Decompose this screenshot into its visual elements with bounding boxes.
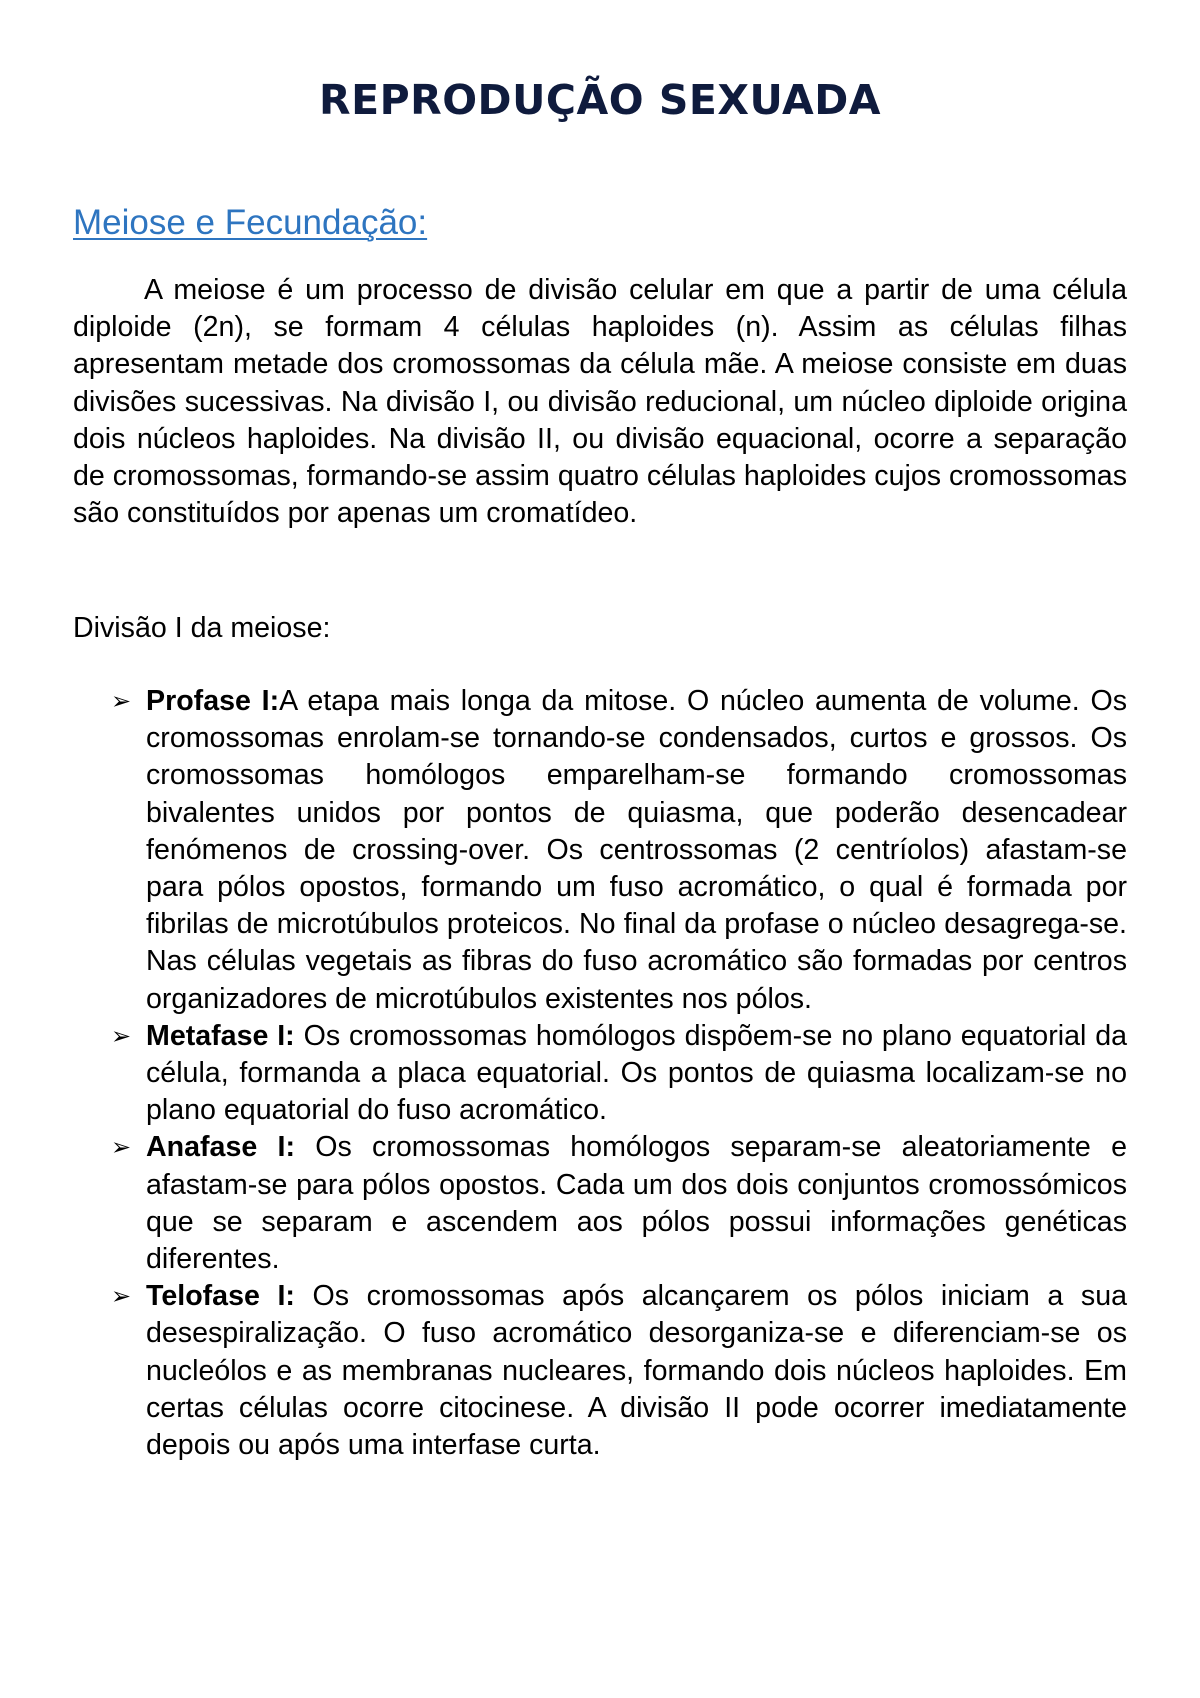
phase-description: A etapa mais longa da mitose. O núcleo aumenta de volume. Os cromossomas enrolam-se tornando-se condensados, curtos e grossos. Os cromossomas homólogos emparelham-se formando cromossomas bivalentes unidos por pontos de quiasma, que poderão desencadear fenómenos de crossing-over. Os centrossomas (2 centríolos) afastam-se para pólos opostos, formando um fuso acromático, o qual é formada por fibrilas de microtúbulos proteicos. No final da profase o núcleo desagrega-se. Nas células vegetais as fibras do fuso acromático são formadas por centros organizadores de microtúbulos existentes nos pólos.	[146, 685, 1127, 1015]
intro-paragraph: A meiose é um processo de divisão celular em que a partir de uma célula diploide (2n), se formam 4 células haploides (n). Assim as células filhas apresentam metade dos cromossomas da célula mãe. A meiose consiste em duas divisões sucessivas. Na divisão I, ou divisão reducional, um núcleo diploide origina dois núcleos haploides. Na divisão II, ou divisão equacional, ocorre a separação de cromossomas, formando-se assim quatro células haploides cujos cromossomas são constituídos por apenas um cromatídeo.	[73, 274, 1127, 530]
arrowhead-bullet-icon: ➢	[111, 687, 132, 715]
phase-name: Metafase I:	[146, 1019, 295, 1052]
arrowhead-bullet-icon: ➢	[111, 1282, 132, 1311]
phase-description: Os cromossomas homólogos separam-se aleatoriamente e afastam-se para pólos opostos. Cada um dos dois conjuntos cromossómicos que se separam e ascendem aos pólos possui informações genéticas diferentes.	[146, 1131, 1127, 1276]
section-heading: Meiose e Fecundação:	[73, 203, 428, 242]
phase-name: Telofase I:	[146, 1280, 295, 1313]
phase-name: Anafase I:	[146, 1131, 295, 1164]
phase-name: Profase I:	[146, 685, 280, 717]
arrowhead-bullet-icon: ➢	[111, 1133, 132, 1162]
arrowhead-bullet-icon: ➢	[111, 1021, 132, 1050]
document-title: REPRODUÇÃO SEXUADA	[319, 76, 881, 124]
meiosis-division-subheading: Divisão I da meiose:	[73, 612, 331, 644]
list-item-telophase	[73, 1278, 1127, 1464]
list-item-metaphase	[73, 1018, 1127, 1130]
list-item-prophase	[73, 683, 1127, 1018]
phase-description: Os cromossomas homólogos dispõem-se no plano equatorial da célula, formanda a placa equatorial. Os pontos de quiasma localizam-se no plano equatorial do fuso acromático.	[146, 1019, 1127, 1127]
phase-list	[73, 683, 1127, 1464]
phase-description: Os cromossomas após alcançarem os pólos iniciam a sua desespiralização. O fuso acromático desorganiza-se e diferenciam-se os nucleólos e as membranas nucleares, formando dois núcleos haploides. Em certas células ocorre citocinese. A divisão II pode ocorrer imediatamente depois ou após uma interfase curta.	[146, 1280, 1127, 1462]
list-item-anaphase	[73, 1129, 1127, 1278]
